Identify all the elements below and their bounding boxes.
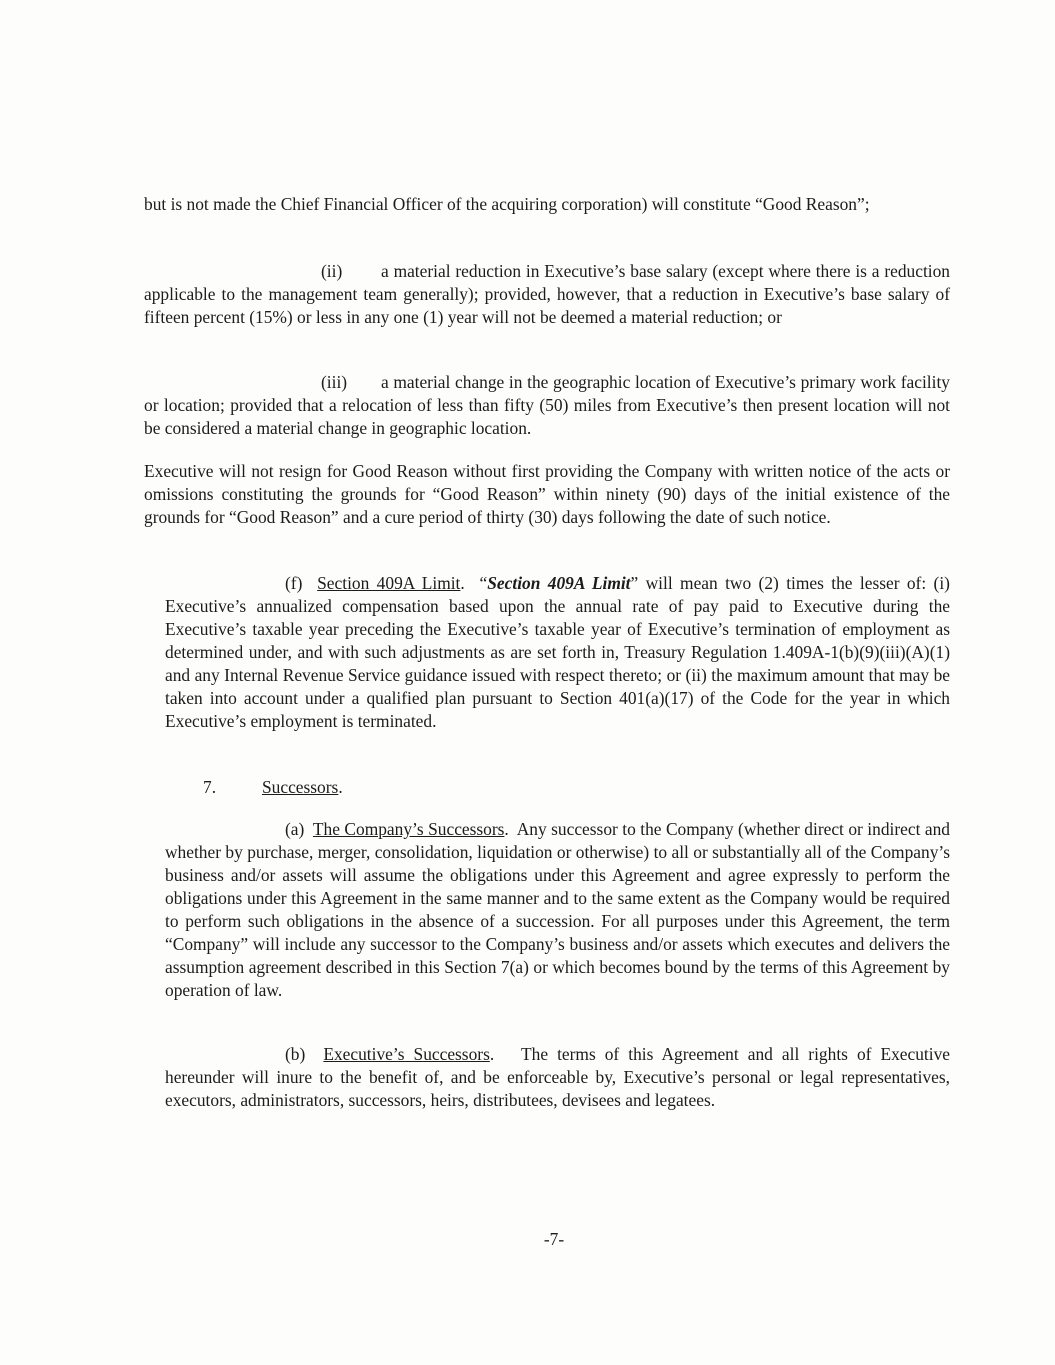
page-number: -7- [543, 1229, 565, 1249]
clause-marker: (iii) [321, 372, 348, 392]
section-title: Successors [262, 777, 339, 797]
section-number: 7. [203, 777, 217, 797]
heading-punctuation: . [504, 819, 509, 839]
open-quote: “ [479, 573, 488, 593]
subsection-marker: (a) [285, 819, 305, 839]
paragraph-resignation-notice [144, 460, 950, 529]
section-heading-successors [203, 776, 343, 799]
subsection-text: will mean two (2) times the lesser of: (i) Executive’s annualized compensation based upon the annual rate of pay paid to Executive during the Executive’s taxable year preceding the Executive’s taxable year of Executive’s termination of employment as determined under, and with such adjustments as are set forth in, Treasury Regulation 1.409A-1(b)(9)(iii)(A)(1) and any Internal Revenue Service guidance issued with respect thereto; or (ii) the maximum amount that may be taken into account under a qualified plan pursuant to Section 401(a)(17) of the Code for the year in which Executive’s employment is terminated. [165, 573, 950, 731]
heading-punctuation: . [460, 573, 465, 593]
paragraph-clause-ii [144, 260, 950, 329]
paragraph-company-successors [165, 818, 950, 1002]
subsection-marker: (b) [285, 1044, 306, 1064]
clause-marker: (ii) [321, 261, 343, 281]
subsection-marker: (f) [285, 573, 303, 593]
section-title-punctuation: . [338, 777, 343, 797]
paragraph-section-409a-limit [165, 572, 950, 733]
clause-text: a material reduction in Executive’s base salary (except where there is a reduction applicable to the management team generally); provided, however, that a reduction in Executive’s base salary of fifteen percent (15%) or less in any one (1) year will not be deemed a material reduction; or [144, 261, 950, 327]
paragraph-good-reason-continued [144, 193, 950, 216]
paragraph-clause-iii [144, 371, 950, 440]
close-quote: ” [630, 573, 639, 593]
paragraph-executive-successors [165, 1043, 950, 1112]
subsection-heading: Executive’s Successors [323, 1044, 490, 1064]
subsection-heading: The Company’s Successors [312, 819, 505, 839]
heading-punctuation: . [489, 1044, 495, 1064]
subsection-text: The terms of this Agreement and all rights of Executive hereunder will inure to the benefit of, and be enforceable by, Executive’s personal or legal representatives, executors, administrators, successors, heirs, distributees, devisees and legatees. [165, 1044, 950, 1110]
paragraph-text: but is not made the Chief Financial Officer of the acquiring corporation) will constitute “Good Reason”; [144, 194, 870, 214]
clause-text: a material change in the geographic location of Executive’s primary work facility or location; provided that a relocation of less than fifty (50) miles from Executive’s then present location will not be considered a material change in geographic location. [144, 372, 950, 438]
subsection-text: Any successor to the Company (whether direct or indirect and whether by purchase, merger, consolidation, liquidation or otherwise) to all or substantially all of the Company’s business and/or assets will assume the obligations under this Agreement and agree expressly to perform the obligations under this Agreement in the same manner and to the same extent as the Company would be required to perform such obligations in the absence of a succession. For all purposes under this Agreement, the term “Company” will include any successor to the Company’s business and/or assets which executes and delivers the assumption agreement described in this Section 7(a) or which becomes bound by the terms of this Agreement by operation of law. [165, 819, 950, 1000]
subsection-heading: Section 409A Limit [317, 573, 461, 593]
defined-term: Section 409A Limit [487, 573, 631, 593]
paragraph-text: Executive will not resign for Good Reason without first providing the Company with written notice of the acts or omissions constituting the grounds for “Good Reason” within ninety (90) days of the initial existence of the grounds for “Good Reason” and a cure period of thirty (30) days following the date of such notice. [144, 461, 950, 527]
